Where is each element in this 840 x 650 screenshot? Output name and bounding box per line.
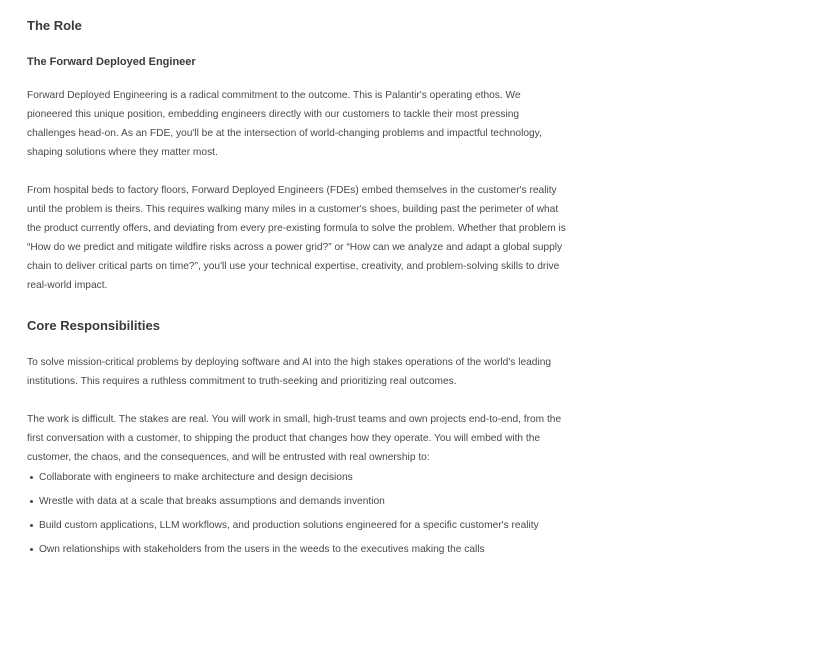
bullet-icon xyxy=(30,548,33,551)
list-item-text: Collaborate with engineers to make architecture and design decisions xyxy=(39,472,353,483)
list-item xyxy=(27,516,567,535)
list-item-text: Own relationships with stakeholders from the users in the weeds to the executives making the calls xyxy=(39,544,485,555)
bullet-icon xyxy=(30,500,33,503)
bullet-icon xyxy=(30,524,33,527)
list-item-text: Wrestle with data at a scale that breaks assumptions and demands invention xyxy=(39,496,385,507)
role-paragraph-2: From hospital beds to factory floors, Forward Deployed Engineers (FDEs) embed themselves in the customer's reality until the problem is theirs. This requires walking many miles in a customer's shoes, building past the perimeter of what the product currently offers, and deviating from every pre-existing formula to solve the problem. Whether that problem is “How do we predict and mitigate wildfire risks across a power grid?” or “How can we analyze and adapt a global supply chain to deliver critical parts on time?”, you'll use your technical expertise, creativity, and problem-solving skills to drive real-world impact. xyxy=(27,185,566,291)
role-heading: The Role xyxy=(27,18,82,33)
bullet-icon xyxy=(30,476,33,479)
responsibilities-list xyxy=(27,468,567,559)
fde-subheading: The Forward Deployed Engineer xyxy=(27,56,196,68)
list-item xyxy=(27,540,567,559)
core-paragraph-1: To solve mission-critical problems by deploying software and AI into the high stakes operations of the world's leading institutions. This requires a ruthless commitment to truth-seeking and prioritizing real outcomes. xyxy=(27,357,552,387)
list-item xyxy=(27,468,567,487)
core-paragraph-2: The work is difficult. The stakes are real. You will work in small, high-trust teams and own projects end-to-end, from the first conversation with a customer, to shipping the product that changes how they operate. You will embed with the customer, the chaos, and the consequences, and will be entrusted with real ownership to: xyxy=(27,414,562,463)
list-item-text: Build custom applications, LLM workflows, and production solutions engineered for a specific customer's reality xyxy=(39,520,539,531)
list-item xyxy=(27,492,567,511)
core-responsibilities-heading: Core Responsibilities xyxy=(27,318,160,333)
role-paragraph-1: Forward Deployed Engineering is a radical commitment to the outcome. This is Palantir's operating ethos. We pioneered this unique position, embedding engineers directly with our customers to tackle their most pressing challenges head-on. As an FDE, you'll be at the intersection of world-changing problems and impactful technology, shaping solutions where they matter most. xyxy=(27,90,542,158)
